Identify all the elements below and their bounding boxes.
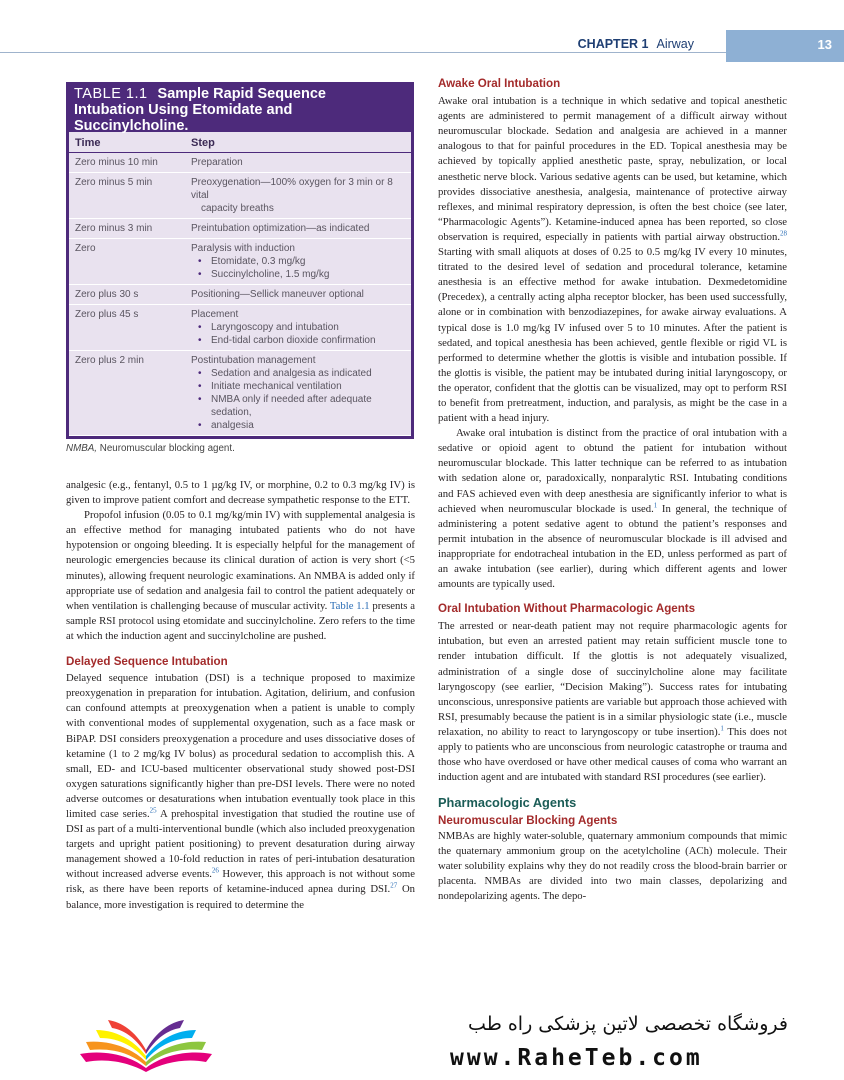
step-bullet: • NMBA only if needed after adequate sedation, <box>191 393 407 419</box>
col-header-time: Time <box>69 132 185 153</box>
table-row <box>69 239 411 285</box>
left-column <box>66 478 415 913</box>
paragraph: NMBAs are highly water-soluble, quaternary ammonium compounds that mimic the quaternary ammonium group on the acetylcholine (ACh) molecule. Their water solubility explains why they do not readily cross the blood-brain barrier or placenta. NMBAs are divided into two main classes, depolarizing and nondepolarizing agents. The depo- <box>438 829 787 902</box>
footnote-text: Neuromuscular blocking agent. <box>97 443 235 454</box>
text-run: Starting with small aliquots at doses of 0.25 to 0.5 mg/kg IV every 10 minutes, titrated to the desired level of sedation and procedural tolerance, ketamine anesthesia is an effective method for awake intubation. Dexmedetomidine (Precedex), a centrally acting alpha receptor blocker, has been used successfully, alone or in combination with benzodiazepines, for awake airway evaluations. A typical dose is 1.0 mg/kg IV infused over 5 to 10 minutes. After the patient is sedated, and topical anesthesia has been achieved, gentle flexible or rigid VL is performed to determine whether the glottis is visible and intubation possible. If the glottis is visible, the patient may be intubated during initial laryngoscopy, or the operator, confident that the glottis can be visualized, may opt to perform RSI to benefit from pretreatment, induction, and paralysis, as might be the case in a patient with a head injury. <box>438 246 787 425</box>
paragraph <box>438 94 787 426</box>
subheading-dsi: Delayed Sequence Intubation <box>66 655 228 669</box>
text-run: Awake oral intubation is distinct from the practice of oral intubation with a sedative or opioid agent to obtund the patient for intubation without neuromuscular blockade. This latter technique can be referred to as intubation with sedation alone or, paradoxically, nonparalytic RSI. Intubating conditions and FAS achieved even with deep anesthesia are significantly inferior to what is achieved when neuromuscular blockade is used. <box>438 427 787 515</box>
citation[interactable]: 27 <box>390 881 398 890</box>
step-text: Paralysis with induction <box>191 243 295 254</box>
table-body <box>66 132 414 439</box>
table-header-row <box>69 132 411 153</box>
table-title-line: Intubation Using Etomidate and <box>74 102 293 118</box>
step-bullet: • Succinylcholine, 1.5 mg/kg <box>191 268 407 281</box>
book-logo-icon <box>76 1010 216 1072</box>
citation[interactable]: 26 <box>211 866 219 875</box>
citation[interactable]: 25 <box>149 806 157 815</box>
chapter-label: CHAPTER 1 <box>577 37 649 51</box>
step-cell: Positioning—Sellick maneuver optional <box>185 285 411 305</box>
step-bullet: • Laryngoscopy and intubation <box>191 321 407 334</box>
table-1-1 <box>66 82 414 462</box>
text-run: In general, the technique of administering a potent sedative agent to obtund the patient’s responses and permit intubation in the absence of neuromuscular blockade is ill advised and inappropriate for endotracheal intubation in the ED, unless performed as part of an awake intubation (see earlier), during which different agents and lower amounts are typically used. <box>438 502 787 591</box>
watermark-persian-text: فروشگاه تخصصی لاتین پزشکی راه طب <box>468 1013 788 1035</box>
step-bullet: • Etomidate, 0.3 mg/kg <box>191 255 407 268</box>
table-title-line: Succinylcholine. <box>74 118 189 134</box>
text-run: Delayed sequence intubation (DSI) is a technique proposed to maximize preoxygenation in preparation for intubation. Agitation, delirium, and confusion can confound attempts at preoxygenation when a patient is unable to comply with conventional modes of supplemental oxygenation, such as a face mask or BiPAP. DSI considers preoxygenation a procedure and uses dissociative doses of ketamine (1 to 2 mg/kg IV bolus) as procedural sedation to accomplish this. A small, ED- and ICU-based multicenter observational study showed post-DSI oxygen saturations significantly higher than pre-DSI levels. There were no noted adverse outcomes or desaturations when intubation eventually took place in this limited case series. <box>66 672 415 820</box>
header-rule <box>0 52 726 53</box>
subheading-awake-oral-intubation: Awake Oral Intubation <box>438 77 561 90</box>
watermark-url[interactable]: www.RaheTeb.com <box>450 1045 703 1071</box>
subheading-nmba: Neuromuscular Blocking Agents <box>438 814 618 828</box>
step-bullet: • End-tidal carbon dioxide confirmation <box>191 334 407 347</box>
step-cell <box>185 351 411 436</box>
table-row <box>69 351 411 436</box>
subheading-oral-intubation-without-agents: Oral Intubation Without Pharmacologic Agents <box>438 602 696 616</box>
text-run: Awake oral intubation is a technique in which sedative and topical anesthetic agents are administered to permit management of a difficult airway without neuromuscular blockade. Sedation and analgesia are achieved in a manner analogous to that for painful procedures in the ED. Topical anesthesia may be achieved by topically applied anesthetic paste, spray, nebulization, or local anesthetic nerve block. Various sedative agents can be used, but ketamine, which provides dissociative anesthesia, analgesia, maintenance of protective airway reflexes, and minimal respiratory depression, is often the best choice (see later, “Pharmacologic Agents”). Ketamine-induced apnea has been reported, so close observation is required, especially in patients with partial airway obstruction. <box>438 95 787 243</box>
chapter-title: Airway <box>656 37 694 51</box>
time-cell: Zero minus 5 min <box>69 173 185 219</box>
step-text: Placement <box>191 309 239 320</box>
step-cell: Preparation <box>185 153 411 173</box>
text-run: presents a sample RSI protocol using etomidate and succinylcholine. Zero refers to the time at which the induction agent and succinylcholine are pushed. <box>66 599 415 642</box>
paragraph: analgesic (e.g., fentanyl, 0.5 to 1 µg/kg IV, or morphine, 0.2 to 0.3 mg/kg IV) is given to improve patient comfort and decrease sympathetic response to the ETT. <box>66 479 415 507</box>
table-row <box>69 285 411 305</box>
step-cell <box>185 305 411 351</box>
step-cell <box>185 173 411 219</box>
footnote-abbr: NMBA, <box>66 443 98 454</box>
citation[interactable]: 1 <box>653 501 658 510</box>
table-title <box>74 86 406 134</box>
text-run: The arrested or near-death patient may not require pharmacologic agents for intubation, but even an arrested patient may retain sufficient muscle tone to render intubation difficult. If the glottis is not adequately visualized, administration of a single dose of succinylcholine alone may facilitate laryngoscopy (see earlier, “Decision Making”). Success rates for intubating unconscious, unresponsive patients are variable but approach those achieved with RSI, presumably because the patient is in a similar physiologic state (i.e., muscle relaxation, no ability to react to laryngoscopy or tube insertion). <box>438 620 788 738</box>
time-cell: Zero minus 10 min <box>69 153 185 173</box>
table-row <box>69 153 411 173</box>
table-title-bar <box>66 82 414 132</box>
paragraph <box>66 508 415 644</box>
paragraph <box>438 619 787 785</box>
table-row <box>69 173 411 219</box>
step-bullet: • Sedation and analgesia as indicated <box>191 367 407 380</box>
citation[interactable]: 28 <box>780 229 787 238</box>
step-text: Postintubation management <box>191 355 316 366</box>
section-heading-pharmacologic-agents: Pharmacologic Agents <box>438 795 577 811</box>
step-cell: Preintubation optimization—as indicated <box>185 219 411 239</box>
table-footnote <box>66 443 414 454</box>
time-cell: Zero plus 45 s <box>69 305 185 351</box>
text-run: However, this approach is not without some risk, as there have been reports of ketamine-induced apnea during DSI. <box>66 868 415 896</box>
step-bullet-cont <box>191 419 407 432</box>
text-run: On balance, more investigation is required to determine the <box>66 883 416 911</box>
step-bullet: • Initiate mechanical ventilation <box>191 380 407 393</box>
table-row <box>69 219 411 239</box>
table-link[interactable]: Table 1.1 <box>329 599 370 612</box>
paragraph <box>438 426 787 592</box>
paragraph <box>66 671 415 913</box>
time-cell: Zero minus 3 min <box>69 219 185 239</box>
step-text-cont: capacity breaths <box>201 203 274 214</box>
table-row <box>69 305 411 351</box>
table-label: TABLE 1.1 <box>74 86 148 102</box>
table-title-line: Sample Rapid Sequence <box>157 86 326 102</box>
text-run: This does not apply to patients who are unconscious from neurologic catastrophe or trauma and those who have overdosed or have other medical causes of coma who warrant an induction agent and are intubated with standard RSI procedures (see earlier). <box>438 725 787 784</box>
time-cell: Zero <box>69 239 185 285</box>
text-run: Propofol infusion (0.05 to 0.1 mg/kg/min IV) with supplemental analgesia is an effective method for managing intubated patients who do not have hypotension or ongoing bleeding. It is especially helpful for the management of neurologic emergencies because its clinical duration of action is very short (<5 minutes), allowing frequent neurologic examinations. An NMBA is added only if appropriate use of sedation and analgesia fail to control the patient adequately or when ventilation is challenging because of muscular activity. <box>66 509 415 612</box>
right-column <box>438 76 787 904</box>
page-number: 13 <box>817 37 832 52</box>
col-header-step: Step <box>185 132 411 153</box>
citation[interactable]: 1 <box>720 724 724 733</box>
time-cell: Zero plus 30 s <box>69 285 185 305</box>
step-text: Preoxygenation—100% oxygen for 3 min or 8 vital <box>191 177 393 201</box>
step-bullet-cont-text: analgesia <box>211 420 254 431</box>
step-cell <box>185 239 411 285</box>
running-header <box>578 37 694 51</box>
time-cell: Zero plus 2 min <box>69 351 185 436</box>
text-run: A prehospital investigation that studied the routine use of DSI as part of a multi-interventional bundle (which also included preoxygenation targets and upright patient positioning) to prevent desaturation during airway management showed a 10-fold reduction in rates of peri-intubation desaturation without increased adverse events. <box>66 807 415 881</box>
rsi-protocol-table <box>69 132 411 436</box>
